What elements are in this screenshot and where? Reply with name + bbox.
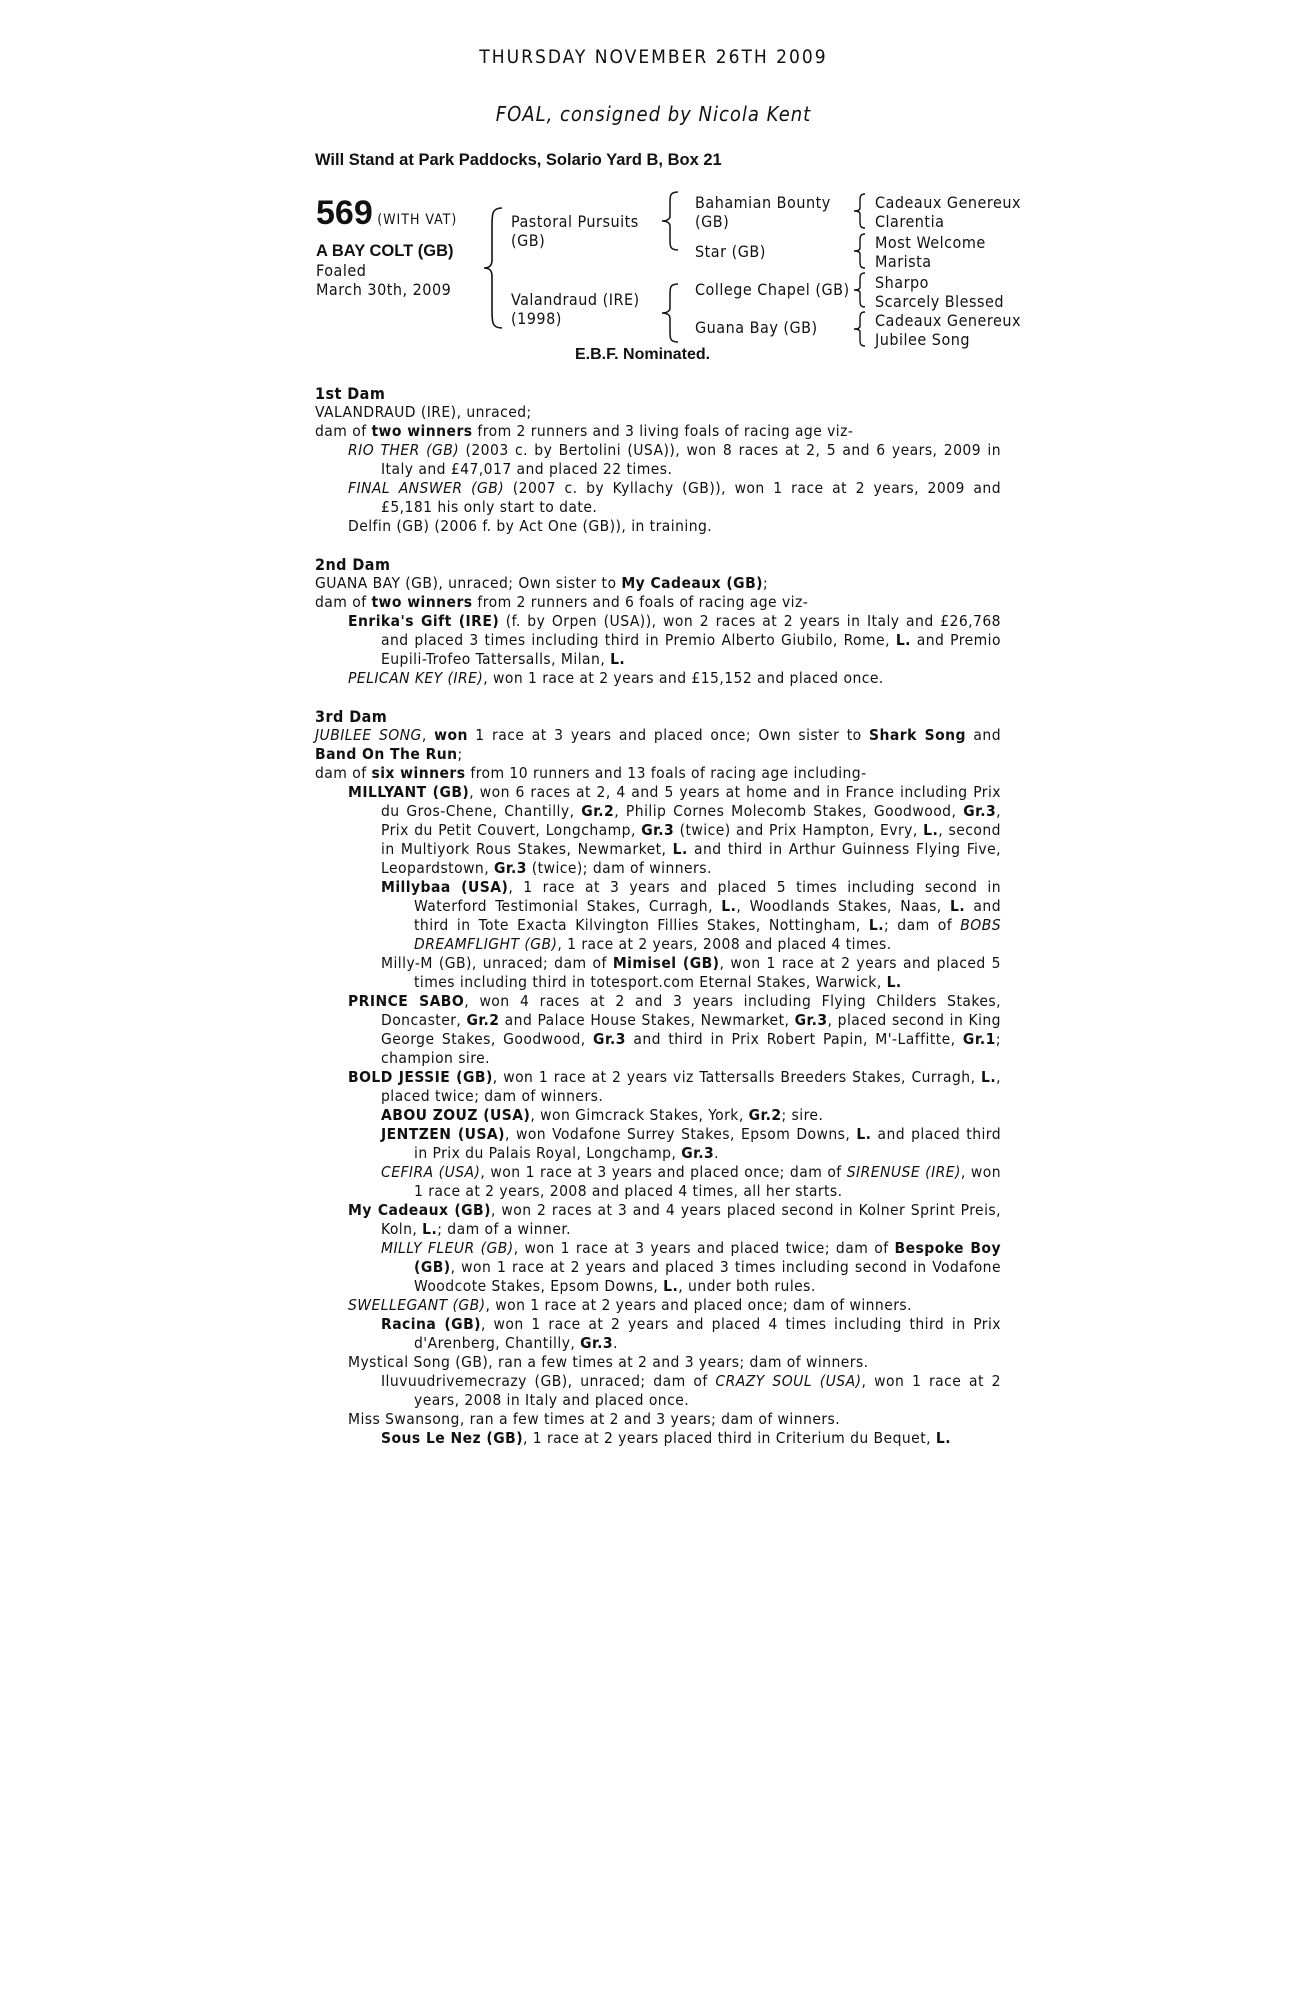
record-text: FINAL ANSWER (GB) xyxy=(348,479,505,497)
record-text: Millybaa (USA) xyxy=(381,878,509,896)
record-text: Gr.2 xyxy=(466,1011,500,1029)
record-text: , won Vodafone Surrey Stakes, Epsom Downs, xyxy=(505,1125,857,1143)
record-text: dam of xyxy=(315,593,372,611)
record-text: , won 1 race at 3 years and placed twice; dam of xyxy=(513,1239,895,1257)
record-text: , won 1 race at 2 years viz Tattersalls Breeders Stakes, Curragh, xyxy=(492,1068,982,1086)
pedigree-brace-g3-1 xyxy=(852,193,868,229)
produce-record xyxy=(315,1125,1001,1163)
record-text: PRINCE SABO xyxy=(348,992,465,1010)
record-text: from 2 runners and 6 foals of racing age viz- xyxy=(472,593,809,611)
record-text: SWELLEGANT (GB) xyxy=(348,1296,486,1314)
produce-record xyxy=(315,593,1001,612)
record-text: , xyxy=(421,726,435,744)
record-text: (2003 c. by Bertolini (USA)), won 8 races at 2, 5 and 6 years, 2009 in Italy and £47,017 and placed 22 times. xyxy=(381,441,1001,478)
record-text: , won 4 races at 2 and 3 years including Flying Childers Stakes, Doncaster, xyxy=(381,992,1001,1029)
produce-record xyxy=(315,992,1001,1068)
record-text: Gr.3 xyxy=(963,802,997,820)
record-text: , won 6 races at 2, 4 and 5 years at home and in France including Prix du Gros-Chene, Chantilly, xyxy=(381,783,1001,820)
pedigree-g3-7: Cadeaux Genereux xyxy=(875,311,1021,330)
record-text: Bespoke Boy (GB) xyxy=(414,1239,1002,1276)
record-text: L. xyxy=(923,821,939,839)
dam-section xyxy=(315,707,1001,1448)
record-text: , won 2 races at 3 and 4 years placed second in Kolner Sprint Preis, Koln, xyxy=(381,1201,1001,1238)
record-text: L. xyxy=(663,1277,679,1295)
record-text: , won Gimcrack Stakes, York, xyxy=(530,1106,749,1124)
record-text: ; xyxy=(457,745,463,763)
record-text: Gr.2 xyxy=(581,802,615,820)
lot-info xyxy=(316,196,496,299)
record-text: , won 1 race at 2 years and placed 3 times including second in Vodafone Woodcote Stakes, Epsom Downs, xyxy=(414,1258,1001,1295)
stand-location: Will Stand at Park Paddocks, Solario Yard B, Box 21 xyxy=(315,151,722,169)
section-title: 1st Dam xyxy=(315,384,386,403)
pedigree-g3-1: Cadeaux Genereux xyxy=(875,193,1021,212)
record-text: BOLD JESSIE (GB) xyxy=(348,1068,493,1086)
record-text: Gr.3 xyxy=(641,821,675,839)
record-text: , won 1 race at 2 years and placed 5 times including third in totesport.com Eternal Stakes, Warwick, xyxy=(414,954,1001,991)
record-text: MILLY FLEUR (GB) xyxy=(381,1239,514,1257)
produce-record xyxy=(315,764,1001,783)
record-text: , 1 race at 2 years, 2008 and placed 4 times. xyxy=(557,935,892,953)
produce-record xyxy=(315,422,1001,441)
record-text: L. xyxy=(721,897,737,915)
record-text: , won 1 race at 3 years and placed once; dam of xyxy=(480,1163,847,1181)
record-text: , Philip Cornes Molecomb Stakes, Goodwood, xyxy=(614,802,964,820)
record-text: ABOU ZOUZ (USA) xyxy=(381,1106,531,1124)
record-text: L. xyxy=(856,1125,872,1143)
vat-label: (WITH VAT) xyxy=(377,212,458,228)
record-text: RIO THER (GB) xyxy=(348,441,460,459)
record-text: Gr.3 xyxy=(493,859,527,877)
record-text: . xyxy=(714,1144,720,1162)
record-text: , placed twice; dam of winners. xyxy=(381,1068,1001,1105)
pedigree-brace-g3-4 xyxy=(852,311,868,347)
record-text: MILLYANT (GB) xyxy=(348,783,470,801)
record-text: My Cadeaux (GB) xyxy=(621,574,763,592)
record-text: Miss Swansong, ran a few times at 2 and 3 years; dam of winners. xyxy=(348,1410,841,1428)
produce-record xyxy=(315,1353,1001,1372)
record-text: (2007 c. by Kyllachy (GB)), won 1 race at 2 years, 2009 and £5,181 his only start to date. xyxy=(381,479,1002,516)
record-text: (twice); dam of winners. xyxy=(526,859,712,877)
produce-record xyxy=(315,403,1001,422)
produce-record xyxy=(315,1201,1001,1239)
record-text: and placed third in Prix du Palais Royal, Longchamp, xyxy=(414,1125,1002,1162)
record-text: CRAZY SOUL (USA) xyxy=(715,1372,862,1390)
record-text: and xyxy=(966,726,1002,744)
record-text: L. xyxy=(895,631,911,649)
produce-record xyxy=(315,517,1001,536)
record-text: (twice) and Prix Hampton, Evry, xyxy=(674,821,924,839)
record-text: , 1 race at 2 years placed third in Criterium du Bequet, xyxy=(523,1429,936,1447)
dam-section xyxy=(315,555,1001,688)
record-text: Iluvuudrivemecrazy (GB), unraced; dam of xyxy=(381,1372,716,1390)
record-text: Racina (GB) xyxy=(381,1315,481,1333)
record-text: GUANA BAY (GB), unraced; Own sister to xyxy=(315,574,622,592)
produce-record xyxy=(315,612,1001,669)
pedigree-sire: Pastoral Pursuits (GB) xyxy=(511,212,639,250)
dam-section xyxy=(315,384,1001,536)
produce-record xyxy=(315,783,1001,878)
record-text: from 10 runners and 13 foals of racing age including- xyxy=(465,764,867,782)
consignment-line: FOAL, consigned by Nicola Kent xyxy=(495,102,812,126)
record-text: L. xyxy=(886,973,902,991)
record-text: Mystical Song (GB), ran a few times at 2 and 3 years; dam of winners. xyxy=(348,1353,869,1371)
pedigree-g3-6: Scarcely Blessed xyxy=(875,292,1005,311)
record-text: and third in Tote Exacta Kilvington Fillies Stakes, Nottingham, xyxy=(414,897,1001,934)
record-text: and Premio Eupili-Trofeo Tattersalls, Milan, xyxy=(381,631,1001,668)
record-text: VALANDRAUD (IRE), unraced; xyxy=(315,403,532,421)
record-text: JENTZEN (USA) xyxy=(381,1125,506,1143)
record-text: Delfin (GB) (2006 f. by Act One (GB)), in training. xyxy=(348,517,713,535)
record-text: L. xyxy=(672,840,688,858)
record-text: CEFIRA (USA) xyxy=(381,1163,481,1181)
record-text: and third in Arthur Guinness Flying Five, Leopardstown, xyxy=(381,840,1001,877)
record-text: , won 1 race at 2 years and placed 4 times including third in Prix d'Arenberg, Chantilly, xyxy=(414,1315,1001,1352)
record-text: ; champion sire. xyxy=(381,1030,1001,1067)
record-text: Shark Song xyxy=(869,726,966,744)
record-text: Milly-M (GB), unraced; dam of xyxy=(381,954,613,972)
pedigree-g3-2: Clarentia xyxy=(875,212,945,231)
record-text: from 2 runners and 3 living foals of racing age viz- xyxy=(472,422,854,440)
record-text: dam of xyxy=(315,764,372,782)
record-text: , won 1 race at 2 years, 2008 and placed 4 times, all her starts. xyxy=(414,1163,1001,1200)
pedigree-brace-sire xyxy=(660,190,682,252)
record-text: L. xyxy=(868,916,884,934)
record-text: L. xyxy=(950,897,966,915)
produce-record xyxy=(315,954,1001,992)
produce-record xyxy=(315,878,1001,954)
record-text: Band On The Run xyxy=(315,745,458,763)
record-text: PELICAN KEY (IRE) xyxy=(348,669,484,687)
produce-record xyxy=(315,479,1001,517)
record-text: two winners xyxy=(371,593,473,611)
record-text: Gr.3 xyxy=(593,1030,626,1048)
pedigree-dam-sire: College Chapel (GB) xyxy=(695,280,850,299)
produce-record xyxy=(315,726,1001,764)
record-text: and Palace House Stakes, Newmarket, xyxy=(499,1011,795,1029)
produce-record xyxy=(315,1163,1001,1201)
record-text: ; sire. xyxy=(781,1106,824,1124)
record-text: , placed second in King George Stakes, Goodwood, xyxy=(381,1011,1001,1048)
ebf-nomination: E.B.F. Nominated. xyxy=(575,346,711,363)
record-text: six winners xyxy=(371,764,466,782)
pedigree-g3-3: Most Welcome xyxy=(875,233,986,252)
record-text: L. xyxy=(935,1429,951,1447)
pedigree-sire-sire: Bahamian Bounty (GB) xyxy=(695,193,831,231)
produce-record xyxy=(315,1410,1001,1429)
produce-record xyxy=(315,669,1001,688)
produce-record xyxy=(315,1372,1001,1410)
pedigree-dam: Valandraud (IRE) (1998) xyxy=(511,290,640,328)
pedigree-g3 xyxy=(875,193,1021,349)
record-text: ; dam of a winner. xyxy=(437,1220,572,1238)
record-text: ; xyxy=(762,574,769,592)
lot-number: 569 xyxy=(316,194,373,232)
pedigree-brace-g3-2 xyxy=(852,233,868,269)
record-text: L. xyxy=(422,1220,438,1238)
record-text: , Woodlands Stakes, Naas, xyxy=(736,897,950,915)
record-text: ; dam of xyxy=(883,916,961,934)
record-text: Sous Le Nez (GB) xyxy=(381,1429,524,1447)
record-text: Gr.1 xyxy=(962,1030,996,1048)
record-text: L. xyxy=(981,1068,997,1086)
record-text: and third in Prix Robert Papin, M'-Laffitte, xyxy=(625,1030,963,1048)
record-text: SIRENUSE (IRE) xyxy=(846,1163,961,1181)
record-text: , won 1 race at 2 years and £15,152 and placed once. xyxy=(483,669,884,687)
lot-title: A BAY COLT (GB) xyxy=(316,242,454,260)
produce-record xyxy=(315,1315,1001,1353)
record-text: , won 1 race at 2 years, 2008 in Italy and placed once. xyxy=(414,1372,1002,1409)
pedigree-g3-5: Sharpo xyxy=(875,273,929,292)
record-text: Gr.3 xyxy=(681,1144,715,1162)
record-text: BOBS DREAMFLIGHT (GB) xyxy=(414,916,1002,953)
record-text: , won 1 race at 2 years and placed once; dam of winners. xyxy=(485,1296,913,1314)
sale-date: THURSDAY NOVEMBER 26TH 2009 xyxy=(479,46,828,68)
record-text: two winners xyxy=(371,422,473,440)
produce-record xyxy=(315,1239,1001,1296)
section-title: 2nd Dam xyxy=(315,555,391,574)
record-text: Gr.2 xyxy=(748,1106,782,1124)
produce-record xyxy=(315,1106,1001,1125)
produce-record xyxy=(315,1068,1001,1106)
record-text: , 1 race at 3 years and placed 5 times including second in Waterford Testimonial Stakes, Curragh, xyxy=(414,878,1001,915)
record-text: Gr.3 xyxy=(794,1011,828,1029)
produce-record xyxy=(315,1429,1001,1448)
pedigree-brace-g3-3 xyxy=(852,272,868,308)
foaled-date: March 30th, 2009 xyxy=(316,280,452,299)
pedigree-g3-4: Marista xyxy=(875,252,932,271)
pedigree-dam-dam: Guana Bay (GB) xyxy=(695,318,818,337)
record-text: (f. by Orpen (USA)), won 2 races at 2 years in Italy and £26,768 and placed 3 times including third in Premio Alberto Giubilo, Rome, xyxy=(381,612,1002,649)
record-text: Enrika's Gift (IRE) xyxy=(348,612,500,630)
record-text: won xyxy=(434,726,468,744)
record-text: , under both rules. xyxy=(678,1277,816,1295)
record-text: Mimisel (GB) xyxy=(612,954,720,972)
pedigree-brace-dam xyxy=(660,282,682,344)
foaled-label: Foaled xyxy=(316,261,367,280)
family-sections xyxy=(315,384,1001,1467)
record-text: . xyxy=(613,1334,618,1352)
pedigree-sire-dam: Star (GB) xyxy=(695,242,766,261)
record-text: My Cadeaux (GB) xyxy=(348,1201,491,1219)
record-text: , Prix du Petit Couvert, Longchamp, xyxy=(381,802,1001,839)
record-text: dam of xyxy=(315,422,372,440)
produce-record xyxy=(315,574,1001,593)
record-text: Gr.3 xyxy=(580,1334,614,1352)
record-text: , second in Multiyork Rous Stakes, Newmarket, xyxy=(381,821,1001,858)
record-text: L. xyxy=(610,650,626,668)
produce-record xyxy=(315,441,1001,479)
record-text: JUBILEE SONG xyxy=(315,726,422,744)
pedigree-g3-8: Jubilee Song xyxy=(875,330,971,349)
pedigree-brace-main xyxy=(482,206,506,330)
section-title: 3rd Dam xyxy=(315,707,388,726)
produce-record xyxy=(315,1296,1001,1315)
record-text: 1 race at 3 years and placed once; Own sister to xyxy=(467,726,870,744)
